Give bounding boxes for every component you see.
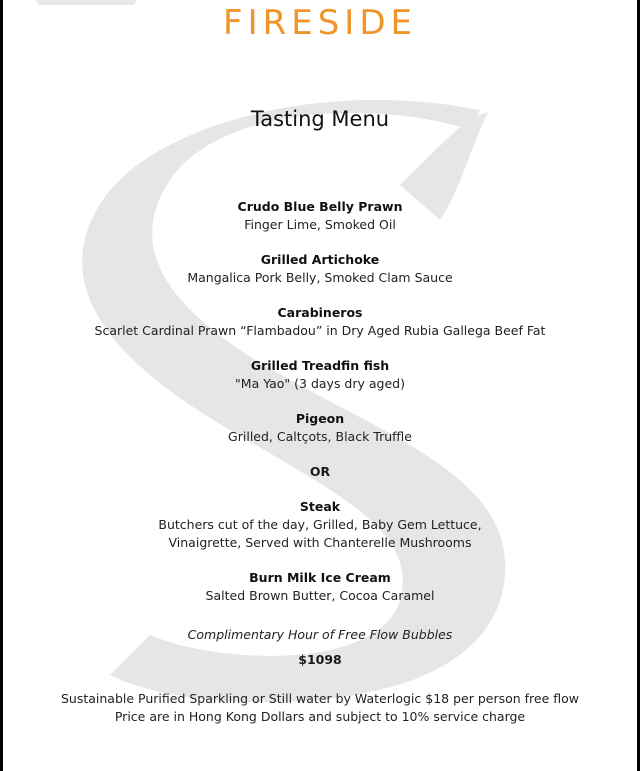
- course-item: [0, 251, 640, 287]
- course-description: Grilled, Caltçots, Black Truffle: [228, 429, 412, 444]
- course-name: Grilled Artichoke: [260, 252, 380, 267]
- course-name: Grilled Treadfin fish: [250, 358, 390, 373]
- course-name: Crudo Blue Belly Prawn: [237, 199, 403, 214]
- brand-logo: FIRESIDE: [223, 3, 417, 43]
- course-description: Scarlet Cardinal Prawn “Flambadou” in Dry Aged Rubia Gallega Beef Fat: [94, 323, 546, 338]
- course-name: Pigeon: [295, 411, 345, 426]
- course-description: Mangalica Pork Belly, Smoked Clam Sauce: [187, 270, 453, 285]
- complimentary-note: Complimentary Hour of Free Flow Bubbles: [187, 627, 453, 642]
- course-item: [0, 569, 640, 605]
- course-name: Carabineros: [277, 305, 363, 320]
- page-title: Tasting Menu: [250, 107, 390, 131]
- course-description: "Ma Yao" (3 days dry aged): [235, 376, 405, 391]
- course-description-line2: Vinaigrette, Served with Chanterelle Mushrooms: [168, 535, 472, 550]
- course-item: [0, 410, 640, 446]
- course-description: Salted Brown Butter, Cocoa Caramel: [205, 588, 435, 603]
- menu-price: $1098: [298, 652, 342, 667]
- course-item: [0, 198, 640, 234]
- footer-price-note: Price are in Hong Kong Dollars and subject to 10% service charge: [114, 709, 526, 724]
- footer-water-note: Sustainable Purified Sparkling or Still water by Waterlogic $18 per person free flow: [60, 691, 580, 706]
- course-description: Butchers cut of the day, Grilled, Baby Gem Lettuce,: [158, 517, 482, 532]
- course-item: [0, 357, 640, 393]
- course-item: [0, 304, 640, 340]
- course-item: [0, 498, 640, 552]
- course-list: [0, 198, 640, 622]
- footer-notes: [0, 690, 640, 726]
- course-name: Burn Milk Ice Cream: [249, 570, 391, 585]
- course-name: Steak: [299, 499, 341, 514]
- course-description: Finger Lime, Smoked Oil: [244, 217, 396, 232]
- or-separator: OR: [309, 464, 331, 479]
